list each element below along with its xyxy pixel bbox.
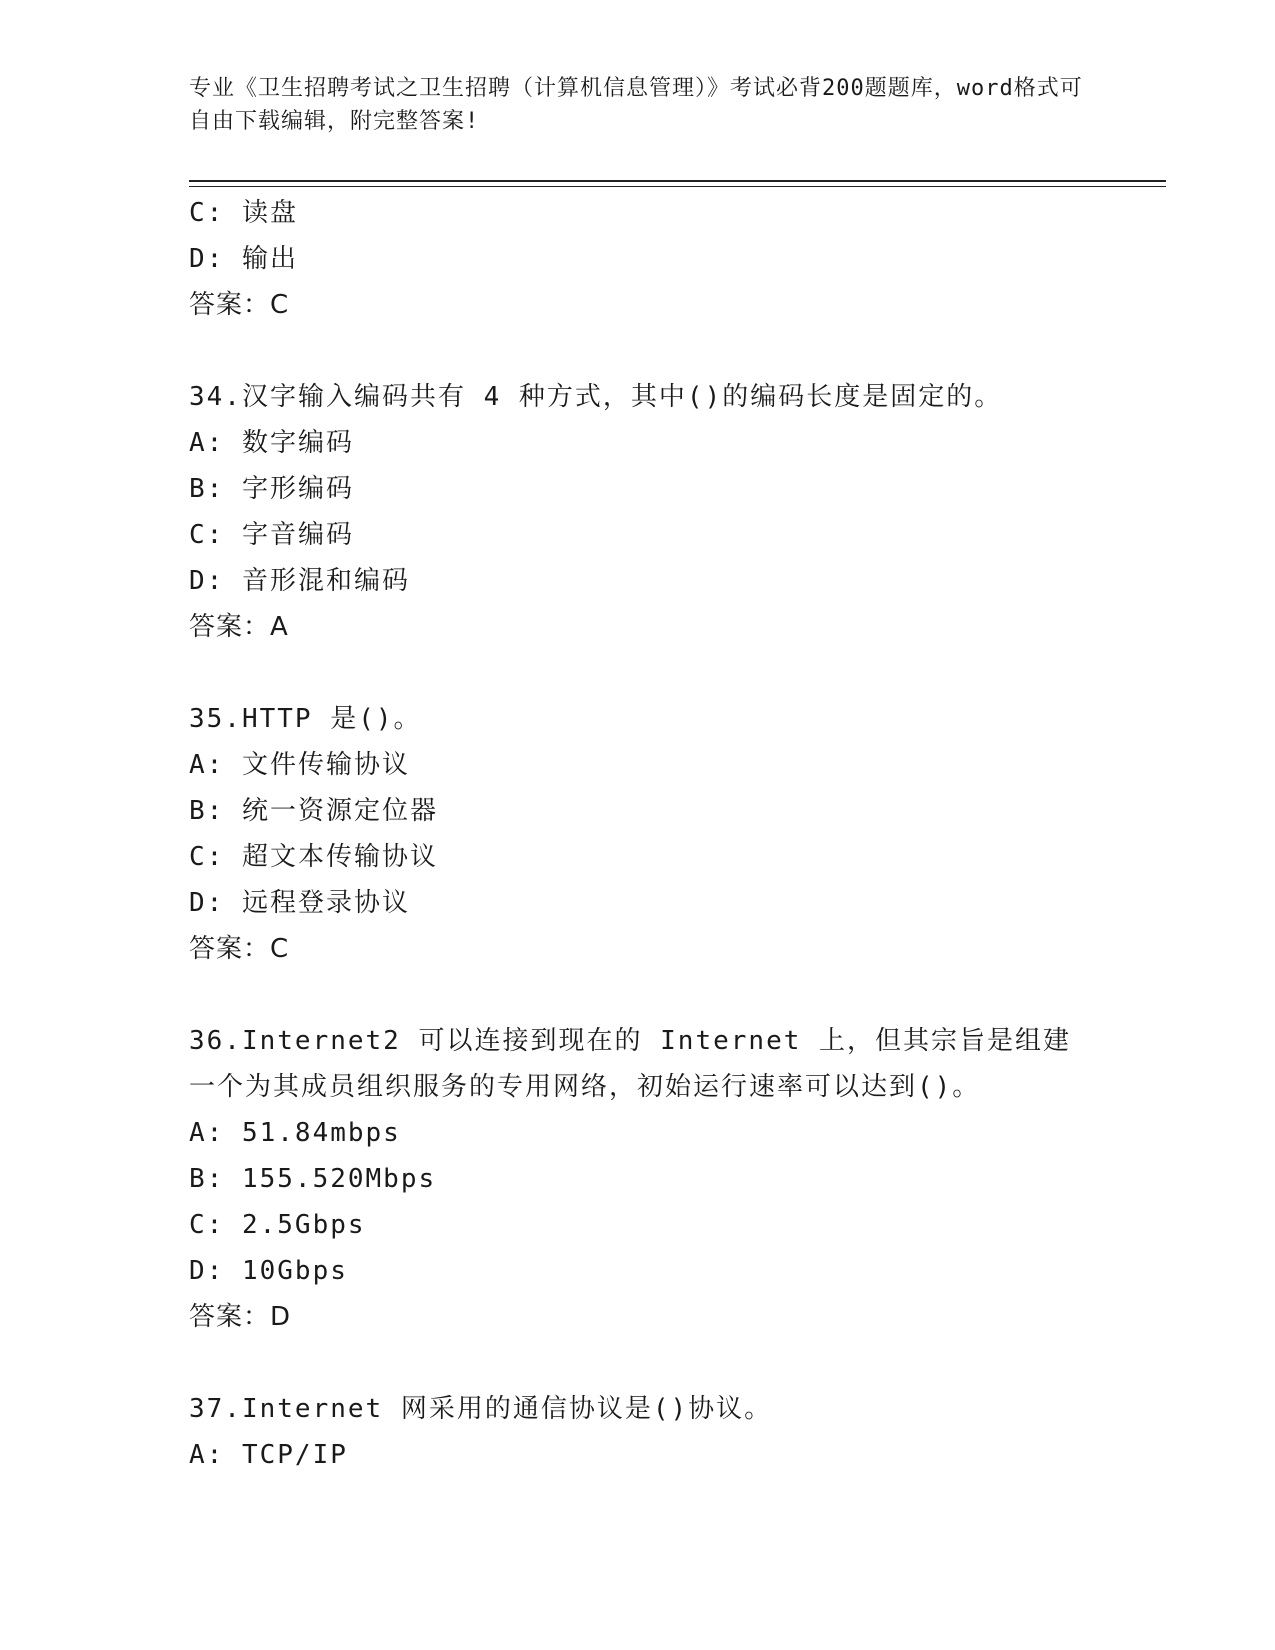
option-a: A: 文件传输协议	[189, 750, 410, 780]
question-list	[189, 190, 1089, 1478]
question-text: 36.Internet2 可以连接到现在的 Internet 上，但其宗旨是组建一个为其成员组织服务的专用网络，初始运行速率可以达到()。	[189, 1026, 1072, 1102]
option-c: C: 2.5Gbps	[189, 1210, 366, 1240]
header-divider	[189, 180, 1166, 182]
option-b: B: 字形编码	[189, 474, 354, 504]
option-d: D: 音形混和编码	[189, 566, 410, 596]
option-a: A: TCP/IP	[189, 1440, 348, 1470]
answer-line: 答案：A	[189, 612, 289, 642]
option-c: C: 读盘	[189, 198, 298, 228]
option-d: D: 远程登录协议	[189, 888, 410, 918]
question-text: 37.Internet 网采用的通信协议是()协议。	[189, 1394, 773, 1424]
answer-line: 答案：C	[189, 290, 290, 320]
header-divider-thin	[189, 186, 1166, 187]
option-d: D: 10Gbps	[189, 1256, 348, 1286]
option-d: D: 输出	[189, 244, 298, 274]
question-block-37	[189, 1386, 1089, 1478]
spacer	[189, 328, 1089, 374]
option-a: A: 51.84mbps	[189, 1118, 401, 1148]
option-c: C: 超文本传输协议	[189, 842, 438, 872]
option-a: A: 数字编码	[189, 428, 354, 458]
document-header: 专业《卫生招聘考试之卫生招聘（计算机信息管理）》考试必背200题题库，word格式可自由下载编辑，附完整答案!	[189, 76, 1083, 134]
option-b: B: 统一资源定位器	[189, 796, 438, 826]
question-text: 34.汉字输入编码共有 4 种方式，其中()的编码长度是固定的。	[189, 382, 1003, 412]
question-block-34	[189, 374, 1089, 650]
question-text: 35.HTTP 是()。	[189, 704, 422, 734]
spacer	[189, 1340, 1089, 1386]
option-b: B: 155.520Mbps	[189, 1164, 437, 1194]
option-c: C: 字音编码	[189, 520, 354, 550]
question-block-36	[189, 1018, 1089, 1340]
question-block-33-continued	[189, 190, 1089, 328]
spacer	[189, 972, 1089, 1018]
spacer	[189, 650, 1089, 696]
answer-line: 答案：C	[189, 934, 290, 964]
question-block-35	[189, 696, 1089, 972]
answer-line: 答案：D	[189, 1302, 292, 1332]
